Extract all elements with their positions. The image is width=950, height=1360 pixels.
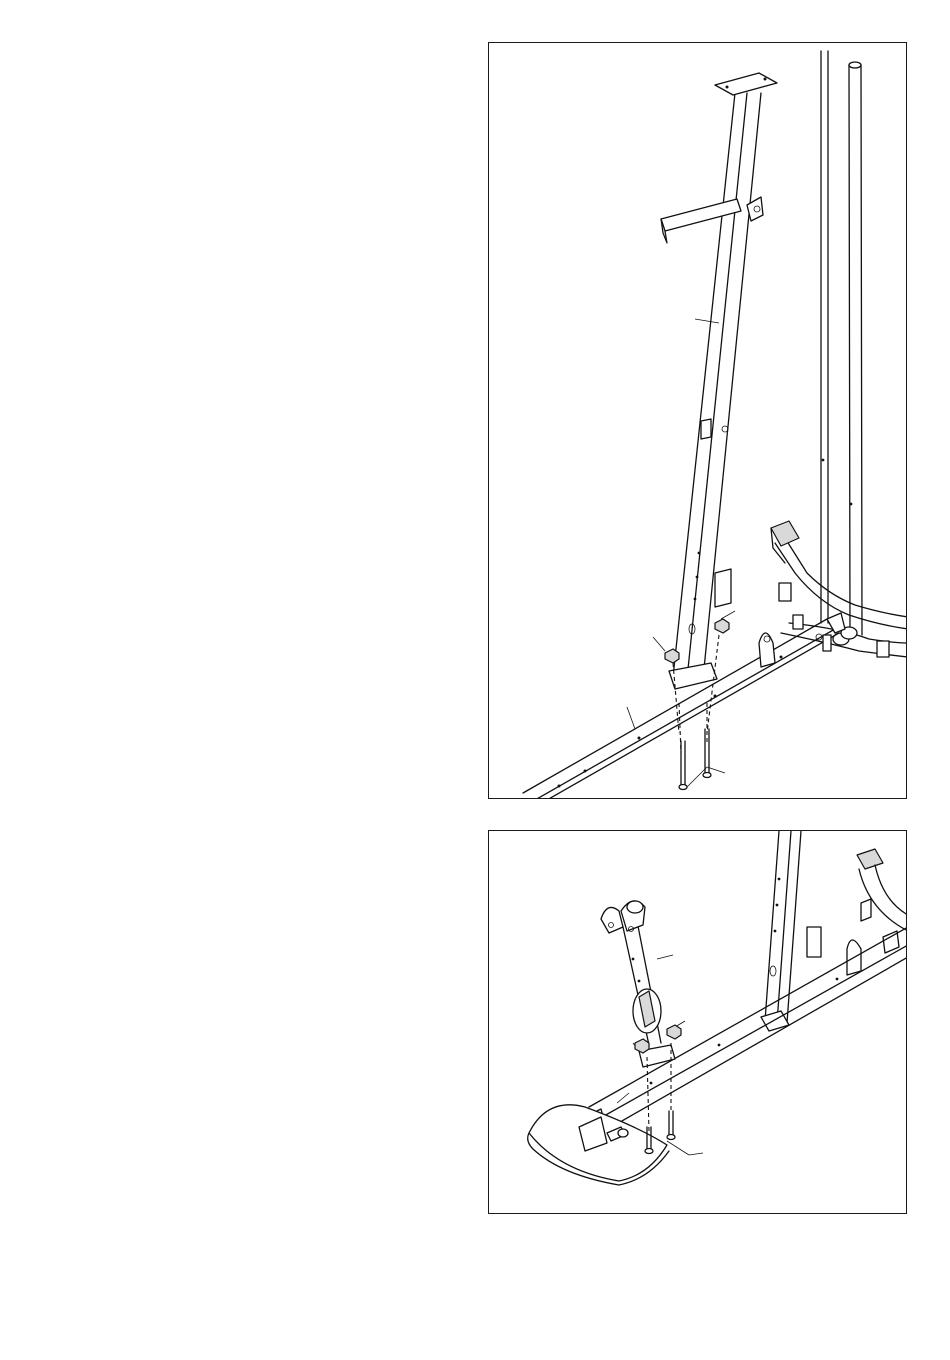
upright-frame-diagram [489, 43, 907, 799]
vertical-pipes [821, 51, 862, 635]
bolt-icon [679, 729, 711, 790]
nut-icon [665, 619, 729, 663]
assembly-figure-top [488, 42, 907, 799]
rear-frame [771, 521, 907, 657]
callout-lines [627, 319, 735, 789]
leg-support-diagram [489, 831, 907, 1214]
upright-frame [761, 831, 821, 1031]
assembly-figure-bottom [488, 830, 907, 1214]
foot-plate [528, 1105, 669, 1185]
